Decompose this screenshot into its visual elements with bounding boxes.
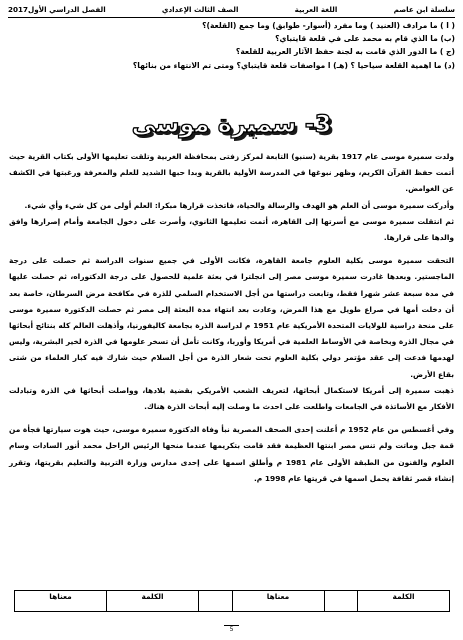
lesson-title: 3- سميرة موسى (131, 110, 332, 138)
word-header-1: الكلمة (358, 591, 450, 612)
meaning-cell-1[interactable] (199, 591, 233, 612)
word-header-2: الكلمة (107, 591, 199, 612)
vocabulary-table (14, 590, 450, 612)
lesson-body (9, 149, 454, 487)
vocabulary-row (15, 591, 450, 612)
paragraph-spacer (9, 415, 454, 422)
questions-list (10, 19, 455, 72)
paragraph-birth: ولدت سميرة موسى عام 1917 بقرية (سنبو) التابعة لمركز زفتى بمحافظة الغربية وتلقت تعليمها الأولى بكتاب القرية حيث أتمت حفظ القرآن الكريم، وظهر نبوغها في المدرسة الأولية بالقرية وبدا حبها الشديد للعلم والمعرفة ورغبتها في الكشف عن الغوامض. (9, 152, 455, 194)
question-c: (ج ) ما الدور الذي قامت به لجنة حفظ الآثار العربية للقلعة؟ (235, 47, 455, 57)
paragraph-death: وفي أغسطس من عام 1952 م أعلنت إحدى الصحف المصرية نبأ وفاة الدكتورة سميرة موسى، حيث هوت سيارتها فجأة من قمة جبل وماتت ولم تنس مصر ابنتها العظيمة فقد قامت بتكريمها عندما منحها الرئيس الراحل محمد أنور السادات وسام العلوم والفنون من الطبقة الأولى عام 1981 م وأطلق اسمها على إحدى مدارس وزارة التربية والتعليم بقريتها، وتقرر إنشاء قصر ثقافة يحمل اسمها في قريتها عام 1998 م. (9, 425, 454, 483)
meaning-header-2: معناها (15, 591, 107, 612)
meaning-header-1: معناها (232, 591, 324, 612)
question-b: (ب) ما الذي قام به محمد على في قلعة قايتباي؟ (275, 34, 455, 44)
lesson-title-wrap (0, 107, 463, 141)
grade-name: الصف الثالث الإعدادي (161, 5, 239, 14)
page-number-label: 5 (224, 625, 240, 634)
series-name: سلسلة ابن عاصم (393, 5, 455, 14)
page-header (8, 4, 455, 18)
paragraph-cairo: ثم انتقلت سميرة موسى مع أسرتها إلى القاهرة، أتمت تعليمها الثانوي، وأصرت على دخول الجامعة وأمام إصرارها وافق والدها على قرارها. (9, 216, 454, 243)
word-cell-1[interactable] (324, 591, 358, 612)
question-a: ( ا ) ما مرادف (العنيد ) وما مفرد (أسوار- طوابق) وما جمع (القلعة)؟ (202, 21, 455, 30)
paragraph-spacer (9, 246, 454, 253)
page-number (0, 625, 463, 634)
paragraph-america: ذهبت سميرة إلى أمريكا لاستكمال أبحاثها، لتعريف الشعب الأمريكي بقضية بلادها، وواصلت أبحاثها في الذرة وتبادلت الأفكار مع الأساتذة في الجامعات واطلعت على احدث ما وصلت إليه أبحاث الذرة هناك. (9, 385, 454, 412)
paragraph-science-goal: وأدركت سميرة موسى أن العلم هو الهدف والرسالة والحياة، فاتخذت قرارها مبكرا: العلم أولى من كل شيء وأي شيء. (24, 200, 454, 210)
question-d: (د) ما اهمية القلعة سياحيا ؟ (هـ) ا مواصفات قلعة قايتباي؟ ومتى تم الانتهاء من بنائها؟ (132, 60, 455, 70)
term-name: الفصل الدراسي الأول2017 (8, 5, 106, 14)
paragraph-university: التحقت سميرة موسى بكلية العلوم جامعة القاهرة، فكانت الأولى في جميع سنوات الدراسة ثم حصلت على درجة الماجستير. وبعدها غادرت سميرة موسى مصر إلى انجلترا في بعثة علمية للحصول على درجة الدكتوراه، ثم حصلت عليها في مدة سبعة عشر شهرا فقط، وتابعت دراستها من أجل الاستخدام السلمي للذرة في مكافحة مرض السرطان، خاصة بعد أن دخلت أمها في صراع طويل مع هذا المرض، وعادت بعد انتهاء مدة البعثة إلى مصر ثم حصلت الدكتورة سميرة موسى على منحة دراسية للولايات المتحدة الأمريكية عام 1951 م لدراسة الذرة بجامعة كاليفورنيا، وأذهلت العالم كله بنتائج أبحاثها في مجال الذرة وبخاصة في الأوساط العلمية في أمريكا وأوربا، وكانت تأمل أن تسخر علومها في الذرة لخير البشرية، وليس لهدمها فدعت إلى عقد مؤتمر دولي بكلية العلوم تحت شعار الذرة من أجل السلام حيث شارك فيه كبار العلماء من شتى بقاع الأرض. (9, 256, 454, 379)
subject-name: اللغة العربية (294, 5, 338, 14)
